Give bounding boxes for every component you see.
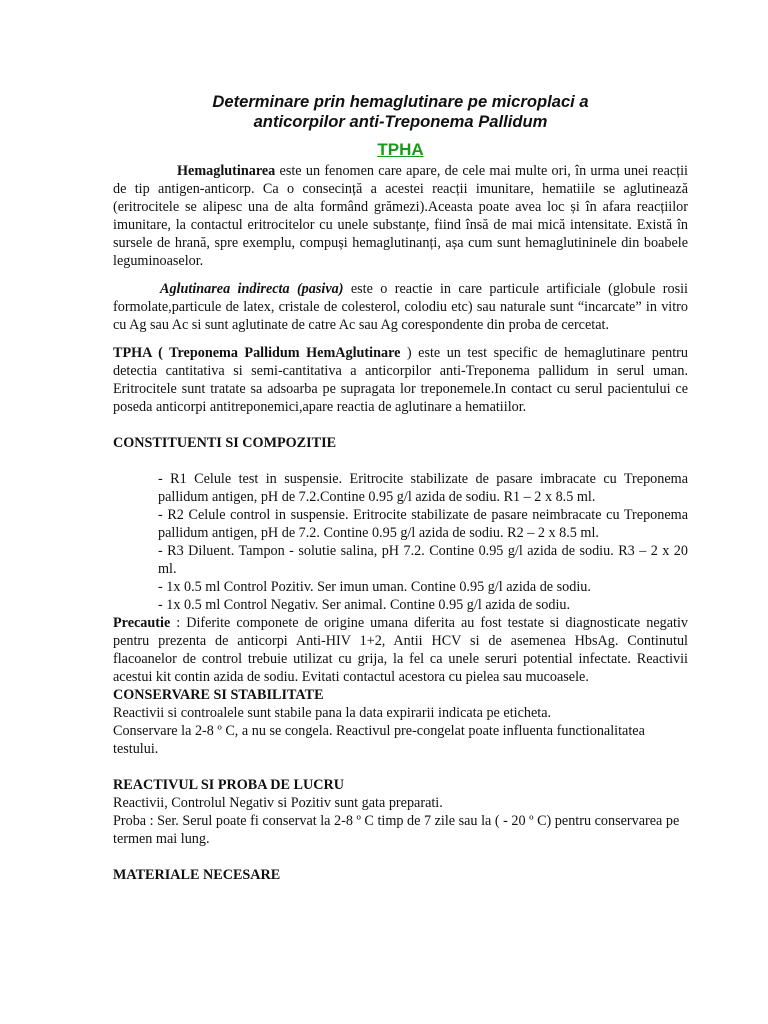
indirect-term: Aglutinarea indirecta (pasiva) (160, 281, 344, 297)
materials-heading: MATERIALE NECESARE (113, 867, 281, 883)
list-item: - R2 Celule control in suspensie. Eritrocite stabilizate de pasare neimbracate cu Treponema pallidum antigen, pH de 7.2. Contine 0.95 g/l azida de sodiu. R2 – 2 x 8.5 ml. (158, 507, 688, 541)
tpha-definition-paragraph (113, 344, 688, 416)
intro-term: Hemaglutinarea (177, 163, 276, 179)
constituents-list (113, 470, 688, 614)
list-item: - R3 Diluent. Tampon - solutie salina, pH 7.2. Contine 0.95 g/l azida de sodiu. R3 – 2 x 20 ml. (158, 543, 688, 577)
document-body (113, 92, 688, 884)
precaution-text: : Diferite componete de origine umana diferita au fost testate si diagnosticate negativ pentru prezenta de anticorpi Anti-HIV 1+2, Antii HCV si de asemenea HbsAg. Continutul flacoanelor de control trebuie utilizat cu grija, la fel ca unele seruri potential infectate. Reactivii acestui kit contin azida de sodiu. Evitati contactul acestora cu pielea sau mucoasele. (113, 615, 688, 685)
title-line-1: Determinare prin hemaglutinare pe microplaci a (212, 92, 589, 111)
subtitle-tpha: TPHA (377, 140, 424, 159)
precaution-term: Precautie (113, 615, 171, 631)
intro-text: este un fenomen care apare, de cele mai multe ori, în urma unei reacții de tip antigen-anticorp. Ca o consecință a acestei reacții imunitare, hematiile se aglutinează (eritrocitele se alipesc una de alta formând grămezi).Aceasta poate avea loc și în afara reacțiilor imunitare, la contactul eritrocitelor cu unele substanțe, fiind însă de mai mică intensitate. Există în sursele de hrană, spre exemplu, compuși hemaglutinanți, așa cum sunt hemaglutininele din boabele leguminoaselor. (113, 163, 688, 269)
storage-heading: CONSERVARE SI STABILITATE (113, 687, 324, 703)
reagent-line-2: Proba : Ser. Serul poate fi conservat la 2-8 º C timp de 7 zile sau la ( - 20 º C) pentru conservarea pe termen mai lung. (113, 813, 680, 847)
reagent-heading: REACTIVUL SI PROBA DE LUCRU (113, 777, 344, 793)
precaution-paragraph (113, 614, 688, 686)
tpha-term: TPHA ( Treponema Pallidum HemAglutinare (113, 345, 401, 361)
reagent-line-1: Reactivii, Controlul Negativ si Pozitiv sunt gata preparati. (113, 795, 443, 811)
indirect-paragraph (113, 280, 688, 334)
intro-paragraph (113, 162, 688, 270)
list-item: - 1x 0.5 ml Control Pozitiv. Ser imun uman. Contine 0.95 g/l azida de sodiu. (158, 579, 591, 595)
constituents-heading: CONSTITUENTI SI COMPOZITIE (113, 435, 337, 451)
storage-line-2: Conservare la 2-8 º C, a nu se congela. Reactivul pre-congelat poate influenta functionalitatea testului. (113, 723, 645, 757)
tpha-text: ) este un test specific de hemaglutinare pentru detectia cantitativa si semi-cantitativa a anticorpilor anti-Treponema pallidum in serul uman. Eritrocitele sunt tratate sa adsoarba pe supragata lor treponemele.In contact cu serul pacientului ce poseda anticorpi antitreponemici,apare reactia de aglutinare a hematiilor. (113, 345, 688, 415)
list-item: - R1 Celule test in suspensie. Eritrocite stabilizate de pasare imbracate cu Treponema pallidum antigen, pH de 7.2.Contine 0.95 g/l azida de sodiu. R1 – 2 x 8.5 ml. (158, 471, 688, 505)
indirect-text: este o reactie in care particule artificiale (globule rosii formolate,particule de latex, cristale de colesterol, colodiu etc) sau naturale sunt “incarcate” in vitro cu Ag sau Ac si sunt aglutinate de catre Ac sau Ag corespondente din proba de cercetat. (113, 281, 688, 333)
storage-line-1: Reactivii si controalele sunt stabile pana la data expirarii indicata pe eticheta. (113, 705, 552, 721)
list-item: - 1x 0.5 ml Control Negativ. Ser animal. Contine 0.95 g/l azida de sodiu. (158, 597, 571, 613)
title-line-2: anticorpilor anti-Treponema Pallidum (253, 112, 548, 131)
